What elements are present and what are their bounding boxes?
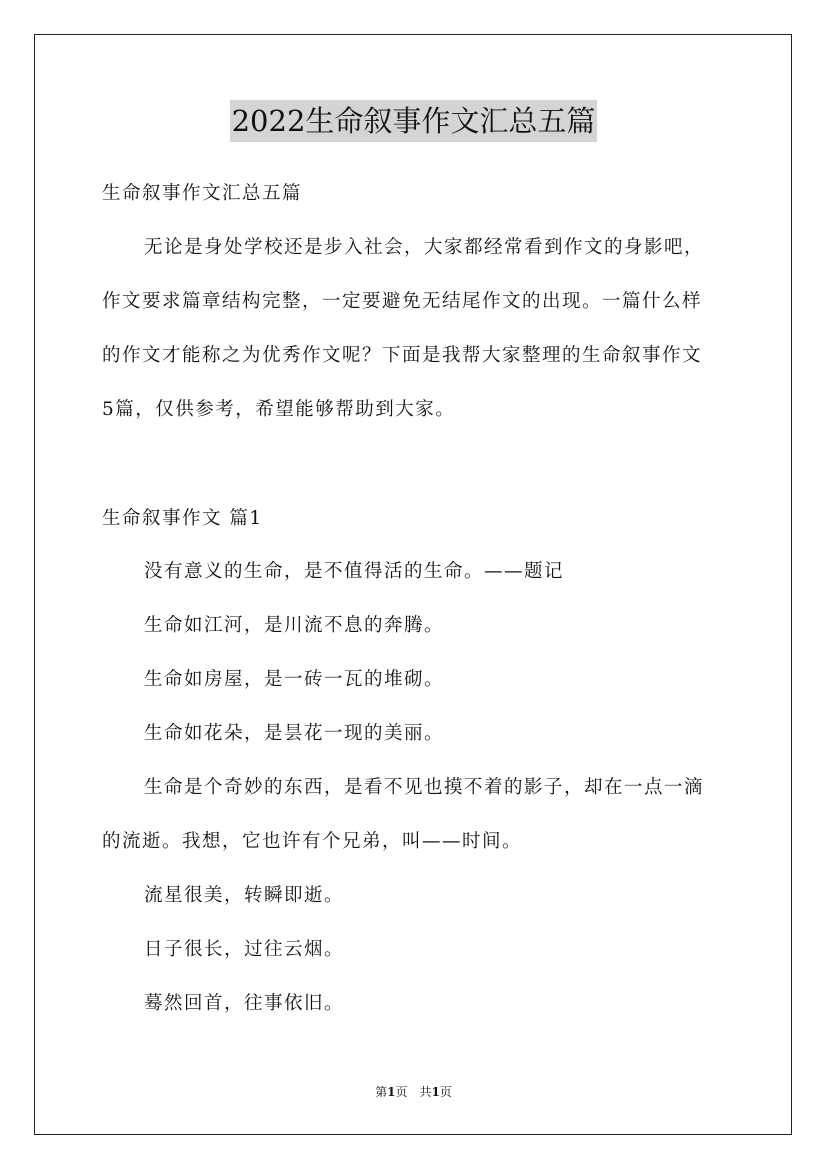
document-title-container [0, 100, 827, 142]
footer-page-suffix: 页 [439, 1085, 452, 1099]
body-line-5: 生命是个奇妙的东西，是看不见也摸不着的影子，却在一点一滴 [144, 777, 705, 798]
footer-page-current: 1 [387, 1085, 396, 1099]
footer-page-total: 1 [431, 1085, 440, 1099]
footer-page-prefix: 第 [375, 1085, 388, 1099]
body-line-1: 没有意义的生命，是不值得活的生命。——题记 [144, 561, 565, 582]
intro-line-4: 5篇，仅供参考，希望能够帮助到大家。 [102, 399, 456, 420]
body-line-9: 蓦然回首，往事依旧。 [144, 993, 345, 1014]
body-line-4: 生命如花朵，是昙花一现的美丽。 [144, 723, 445, 744]
footer-page-mid: 页 共 [395, 1085, 432, 1099]
intro-line-2: 作文要求篇章结构完整，一定要避免无结尾作文的出现。一篇什么样 [102, 291, 703, 312]
body-line-8: 日子很长，过往云烟。 [144, 939, 345, 960]
document-subtitle: 生命叙事作文汇总五篇 [102, 183, 303, 204]
intro-line-1: 无论是身处学校还是步入社会，大家都经常看到作文的身影吧， [144, 237, 705, 258]
body-line-3: 生命如房屋，是一砖一瓦的堆砌。 [144, 669, 445, 690]
document-title: 2022生命叙事作文汇总五篇 [230, 100, 598, 142]
intro-line-3: 的作文才能称之为优秀作文呢？下面是我帮大家整理的生命叙事作文 [102, 345, 703, 366]
section-heading: 生命叙事作文 篇1 [102, 508, 263, 529]
body-line-7: 流星很美，转瞬即逝。 [144, 885, 345, 906]
body-line-6: 的流逝。我想，它也许有个兄弟，叫——时间。 [102, 831, 523, 852]
body-line-2: 生命如江河，是川流不息的奔腾。 [144, 615, 445, 636]
page-footer [0, 1084, 827, 1100]
